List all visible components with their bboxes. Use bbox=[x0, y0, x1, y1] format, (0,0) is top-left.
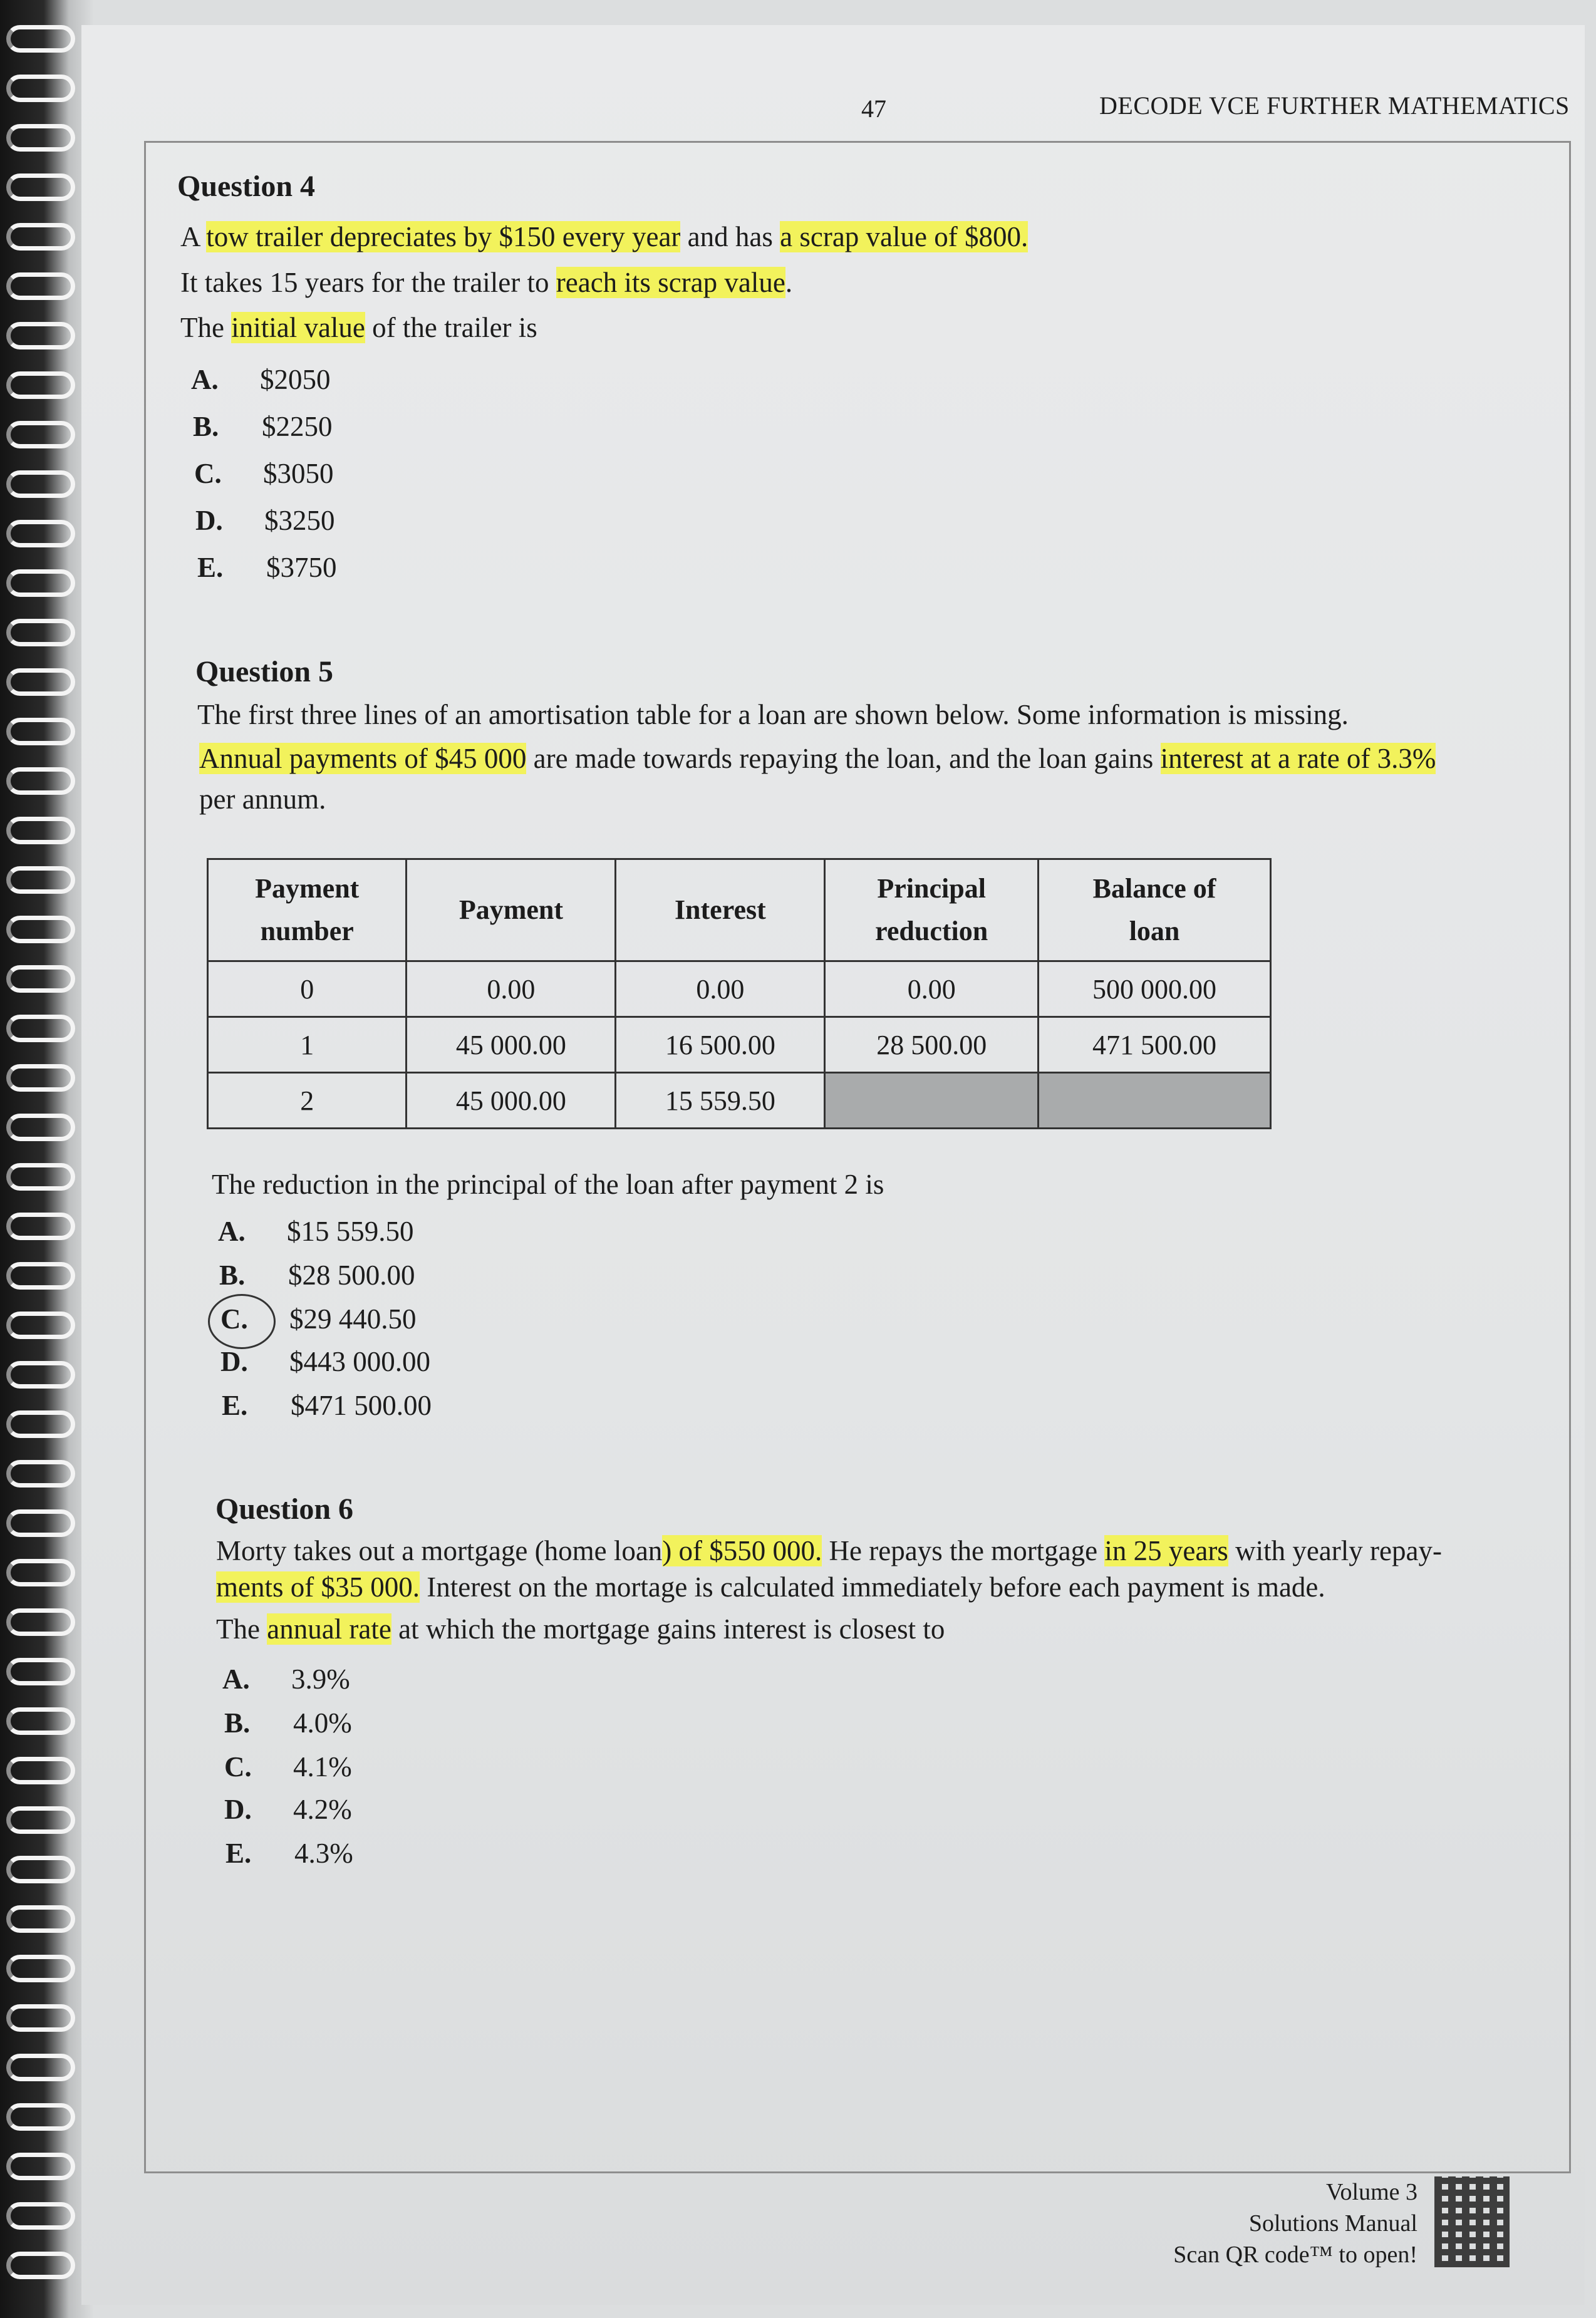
header-payment-number: Payment number bbox=[208, 859, 407, 961]
binding-ring bbox=[6, 470, 75, 498]
binding-ring bbox=[6, 2202, 75, 2230]
binding-ring bbox=[6, 569, 75, 597]
question-4-option-b[interactable]: B. $2250 bbox=[193, 411, 333, 442]
question-5-option-e[interactable]: E. $471 500.00 bbox=[222, 1390, 432, 1421]
missing-cell-shaded bbox=[1039, 1073, 1271, 1129]
binding-ring bbox=[6, 1757, 75, 1784]
binding-ring bbox=[6, 2153, 75, 2180]
binding-ring bbox=[6, 371, 75, 399]
question-4-line-3: The initial value of the trailer is bbox=[180, 312, 537, 343]
handwritten-answer-circle bbox=[208, 1294, 276, 1349]
table-cell: 45 000.00 bbox=[407, 1073, 616, 1129]
table-cell: 28 500.00 bbox=[825, 1017, 1039, 1073]
binding-ring bbox=[6, 1262, 75, 1290]
binding-ring bbox=[6, 1509, 75, 1537]
binding-ring bbox=[6, 2103, 75, 2131]
question-5-option-a[interactable]: A. $15 559.50 bbox=[218, 1216, 414, 1247]
table-row bbox=[208, 1073, 1271, 1129]
binding-ring bbox=[6, 1806, 75, 1834]
binding-ring bbox=[6, 1707, 75, 1735]
binding-ring bbox=[6, 1312, 75, 1339]
footer-volume: Volume 3 bbox=[1325, 2179, 1417, 2205]
question-4-line-2: It takes 15 years for the trailer to reach its scrap value. bbox=[180, 267, 793, 298]
missing-cell-shaded bbox=[825, 1073, 1039, 1129]
binding-ring bbox=[6, 2252, 75, 2279]
page-number: 47 bbox=[861, 95, 886, 123]
question-6-option-b[interactable]: B. 4.0% bbox=[224, 1707, 352, 1739]
qr-code-icon[interactable] bbox=[1434, 2176, 1510, 2267]
question-6-title: Question 6 bbox=[215, 1493, 354, 1526]
binding-ring bbox=[6, 2004, 75, 2032]
binding-ring bbox=[6, 223, 75, 251]
binding-ring bbox=[6, 1905, 75, 1933]
question-4-option-c[interactable]: C. $3050 bbox=[194, 458, 334, 489]
binding-ring bbox=[6, 718, 75, 745]
binding-ring bbox=[6, 1955, 75, 1982]
binding-ring bbox=[6, 767, 75, 795]
binding-ring bbox=[6, 173, 75, 201]
question-6-line-3: The annual rate at which the mortgage gains interest is closest to bbox=[216, 1613, 945, 1645]
question-6-option-e[interactable]: E. 4.3% bbox=[225, 1838, 353, 1869]
question-5-prompt: The reduction in the principal of the loan after payment 2 is bbox=[212, 1169, 884, 1200]
amortisation-table bbox=[207, 858, 1272, 1129]
binding-ring bbox=[6, 965, 75, 993]
binding-ring bbox=[6, 25, 75, 53]
question-4-option-d[interactable]: D. $3250 bbox=[195, 505, 335, 536]
binding-ring bbox=[6, 1658, 75, 1685]
question-5-line-1: The first three lines of an amortisation table for a loan are shown below. Some information is missing. bbox=[197, 699, 1349, 730]
binding-ring bbox=[6, 124, 75, 152]
content-frame bbox=[144, 141, 1571, 2173]
question-5-option-d[interactable]: D. $443 000.00 bbox=[220, 1346, 430, 1377]
table-cell: 0.00 bbox=[407, 961, 616, 1017]
binding-ring bbox=[6, 1410, 75, 1438]
question-5-option-b[interactable]: B. $28 500.00 bbox=[219, 1260, 415, 1291]
question-6-option-d[interactable]: D. 4.2% bbox=[224, 1794, 352, 1825]
binding-ring bbox=[6, 866, 75, 894]
header-payment: Payment bbox=[407, 859, 616, 961]
binding-ring bbox=[6, 75, 75, 102]
table-cell: 0.00 bbox=[825, 961, 1039, 1017]
header-balance-of-loan: Balance of loan bbox=[1039, 859, 1271, 961]
binding-ring bbox=[6, 1015, 75, 1042]
table-cell: 2 bbox=[208, 1073, 407, 1129]
header-interest: Interest bbox=[616, 859, 825, 961]
binding-ring bbox=[6, 1856, 75, 1883]
binding-ring bbox=[6, 668, 75, 696]
table-cell: 0.00 bbox=[616, 961, 825, 1017]
binding-ring bbox=[6, 619, 75, 646]
binding-ring bbox=[6, 2054, 75, 2081]
binding-ring bbox=[6, 322, 75, 349]
question-4-title: Question 4 bbox=[177, 170, 316, 203]
binding-ring bbox=[6, 1608, 75, 1636]
binding-ring bbox=[6, 1361, 75, 1389]
spiral-binding bbox=[0, 0, 94, 2318]
question-5-title: Question 5 bbox=[195, 655, 334, 688]
table-cell: 16 500.00 bbox=[616, 1017, 825, 1073]
table-cell: 45 000.00 bbox=[407, 1017, 616, 1073]
table-row bbox=[208, 1017, 1271, 1073]
binding-ring bbox=[6, 817, 75, 844]
question-6-line-2: ments of $35 000. Interest on the mortage is calculated immediately before each payment is made. bbox=[216, 1571, 1325, 1603]
table-cell: 471 500.00 bbox=[1039, 1017, 1271, 1073]
footer-solutions-manual: Solutions Manual bbox=[1248, 2210, 1417, 2237]
table-row bbox=[208, 961, 1271, 1017]
footer-text bbox=[1173, 2176, 1417, 2270]
question-6-option-a[interactable]: A. 3.9% bbox=[222, 1663, 350, 1695]
question-6-option-c[interactable]: C. 4.1% bbox=[224, 1751, 352, 1782]
table-cell: 15 559.50 bbox=[616, 1073, 825, 1129]
question-6-line-1: Morty takes out a mortgage (home loan) of $550 000. He repays the mortgage in 25 years with yearly repay- bbox=[216, 1535, 1442, 1566]
binding-ring bbox=[6, 1559, 75, 1586]
binding-ring bbox=[6, 421, 75, 448]
question-5-option-c[interactable]: C. $29 440.50 bbox=[220, 1303, 417, 1335]
binding-ring bbox=[6, 272, 75, 300]
binding-ring bbox=[6, 1460, 75, 1488]
table-cell: 1 bbox=[208, 1017, 407, 1073]
footer-scan-qr: Scan QR code™ to open! bbox=[1173, 2242, 1417, 2268]
binding-ring bbox=[6, 916, 75, 943]
question-4-option-e[interactable]: E. $3750 bbox=[197, 552, 337, 583]
binding-ring bbox=[6, 1064, 75, 1092]
binding-ring bbox=[6, 520, 75, 547]
binding-ring bbox=[6, 1163, 75, 1191]
question-5-line-3: per annum. bbox=[199, 784, 326, 815]
binding-ring bbox=[6, 1213, 75, 1240]
running-header-title: DECODE VCE FURTHER MATHEMATICS bbox=[1099, 91, 1570, 120]
table-cell: 0 bbox=[208, 961, 407, 1017]
question-4-line-1: A tow trailer depreciates by $150 every year and has a scrap value of $800. bbox=[180, 221, 1029, 252]
question-4-option-a[interactable]: A. $2050 bbox=[191, 364, 331, 395]
header-principal-reduction: Principal reduction bbox=[825, 859, 1039, 961]
question-5-line-2: Annual payments of $45 000 are made towards repaying the loan, and the loan gains interest at a rate of 3.3% bbox=[199, 743, 1436, 774]
binding-ring bbox=[6, 1114, 75, 1141]
table-header-row bbox=[208, 859, 1271, 961]
table-cell: 500 000.00 bbox=[1039, 961, 1271, 1017]
